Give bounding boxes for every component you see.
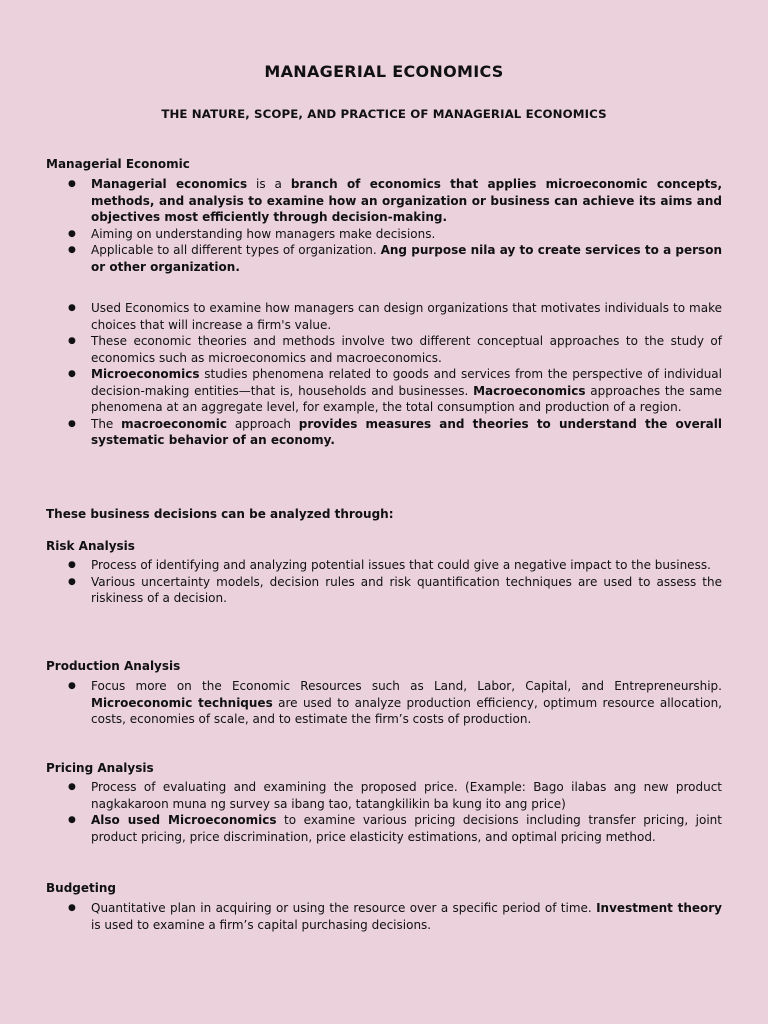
list-item: ● Managerial economics is a branch of economics that applies microeconomic concepts, methods, and analysis to examine how an organization or business can achieve its aims and objectives most efficiently through decision-making. [46,176,722,226]
managerial-list [46,176,722,275]
section-heading-pricing: Pricing Analysis [46,761,154,775]
list-item: ● Microeconomics studies phenomena related to goods and services from the perspective of individual decision-making entities—that is, households and businesses. Macroeconomics approaches the same phenomena at an aggregate level, for example, the total consumption and production of a region. [46,366,722,416]
list-item: ● The macroeconomic approach provides measures and theories to understand the overall systematic behavior of an economy. [46,416,722,449]
list-item: ● Aiming on understanding how managers make decisions. [46,226,722,243]
list-item: ● Also used Microeconomics to examine various pricing decisions including transfer pricing, joint product pricing, price discrimination, price elasticity estimations, and optimal pricing method. [46,812,722,845]
list-item: ● Quantitative plan in acquiring or using the resource over a specific period of time. Investment theory is used to examine a firm’s capital purchasing decisions. [46,900,722,933]
production-list [46,678,722,728]
section-heading-production: Production Analysis [46,659,181,673]
risk-list [46,557,722,607]
list-item: ● Used Economics to examine how managers can design organizations that motivates individuals to make choices that will increase a firm's value. [46,300,722,333]
list-item: ● Process of identifying and analyzing potential issues that could give a negative impact to the business. [46,557,722,574]
section-heading-managerial: Managerial Economic [46,157,190,171]
business-decisions-heading: These business decisions can be analyzed through: [46,507,394,521]
list-item: ● Various uncertainty models, decision rules and risk quantification techniques are used to assess the riskiness of a decision. [46,574,722,607]
pricing-list [46,779,722,845]
list-item: ● These economic theories and methods involve two different conceptual approaches to the study of economics such as microeconomics and macroeconomics. [46,333,722,366]
budgeting-list [46,900,722,933]
list-item: ● Focus more on the Economic Resources such as Land, Labor, Capital, and Entrepreneurship. Microeconomic techniques are used to analyze production efficiency, optimum resource allocation, costs, economies of scale, and to estimate the firm’s costs of production. [46,678,722,728]
page-subtitle: THE NATURE, SCOPE, AND PRACTICE OF MANAGERIAL ECONOMICS [161,107,607,121]
managerial-list-2 [46,300,722,449]
section-heading-risk: Risk Analysis [46,539,135,553]
section-heading-budgeting: Budgeting [46,881,116,895]
list-item: ● Process of evaluating and examining the proposed price. (Example: Bago ilabas ang new product nagkakaroon muna ng survey sa ibang tao, tatangkilikin ba kung ito ang price) [46,779,722,812]
page-title: MANAGERIAL ECONOMICS [264,62,504,81]
list-item: ● Applicable to all different types of organization. Ang purpose nila ay to create services to a person or other organization. [46,242,722,275]
